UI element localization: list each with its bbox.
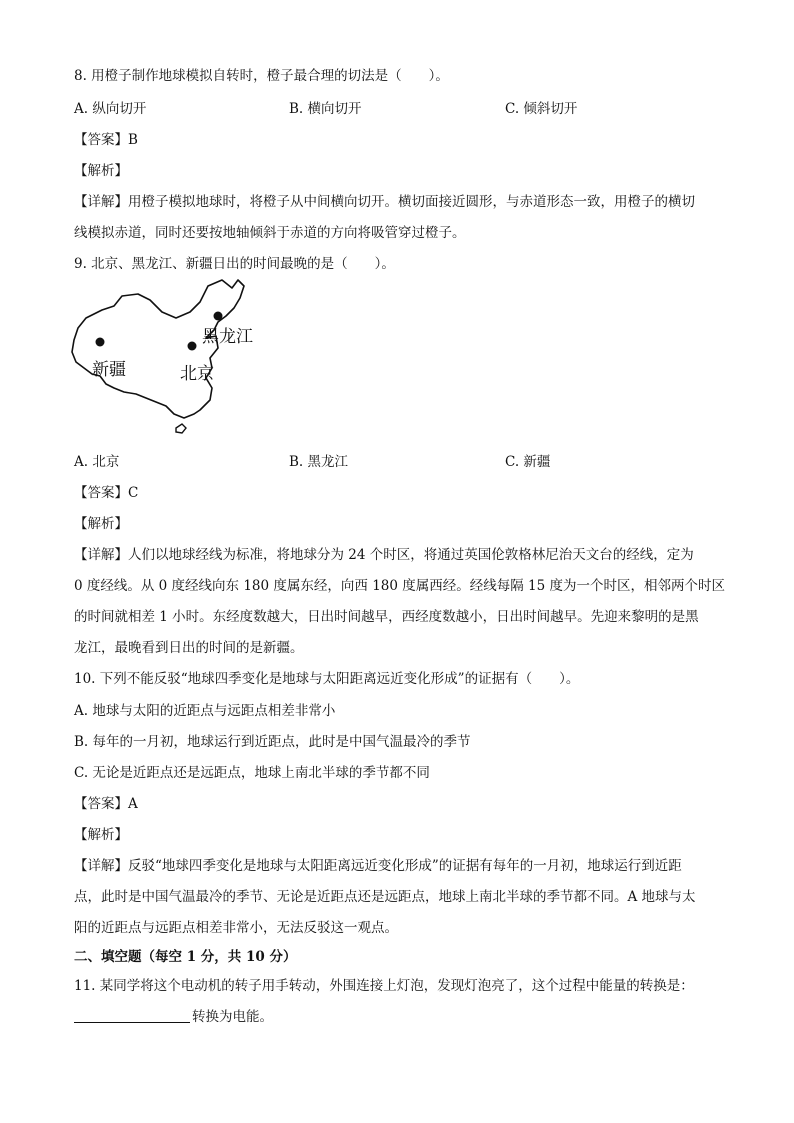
q8-detail-line: 线模拟赤道，同时还要按地轴倾斜于赤道的方向将吸管穿过橙子。 bbox=[74, 225, 466, 241]
q8-answer: 【答案】B bbox=[74, 132, 138, 148]
map-label-beijing: 北京 bbox=[180, 364, 214, 384]
hainan-island bbox=[176, 424, 186, 433]
q10-detail-line: 点，此时是中国气温最冷的季节、无论是近距点还是远距点，地球上南北半球的季节都不同。A 地球与太 bbox=[74, 889, 696, 905]
q8-detail-line: 【详解】用橙子模拟地球时，将橙子从中间横向切开。横切面接近圆形，与赤道形态一致，用橙子的横切 bbox=[74, 194, 695, 210]
q9-option-b: B. 黑龙江 bbox=[289, 454, 349, 470]
q8-option-b: B. 横向切开 bbox=[289, 101, 362, 117]
q10-option-a: A. 地球与太阳的近距点与远距点相差非常小 bbox=[74, 703, 336, 719]
q8-option-a: A. 纵向切开 bbox=[74, 101, 147, 117]
q9-answer: 【答案】C bbox=[74, 485, 139, 501]
q9-detail-line: 龙江，最晚看到日出的时间的是新疆。 bbox=[74, 640, 304, 656]
beijing-dot bbox=[188, 342, 197, 351]
q9-detail-line: 0 度经线。从 0 度经线向东 180 度属东经，向西 180 度属西经。经线每隔 15 度为一个时区，相邻两个时区 bbox=[74, 578, 726, 594]
answer-blank[interactable] bbox=[74, 1008, 190, 1023]
xinjiang-dot bbox=[96, 338, 105, 347]
q10-answer: 【答案】A bbox=[74, 796, 138, 812]
q10-option-c: C. 无论是近距点还是远距点，地球上南北半球的季节都不同 bbox=[74, 765, 430, 781]
q9-detail-line: 的时间就相差 1 小时。东经度数越大，日出时间越早，西经度数越小，日出时间越早。先迎来黎明的是黑 bbox=[74, 609, 699, 625]
q11-suffix: 转换为电能。 bbox=[192, 1009, 273, 1025]
q10-detail-line: 【详解】反驳“地球四季变化是地球与太阳距离远近变化形成”的证据有每年的一月初，地球运行到近距 bbox=[74, 858, 682, 874]
q9-detail-line: 【详解】人们以地球经线为标准，将地球分为 24 个时区，将通过英国伦敦格林尼治天文台的经线，定为 bbox=[74, 547, 694, 563]
q9-analysis-label: 【解析】 bbox=[74, 516, 128, 532]
section-title: 二、填空题（每空 1 分，共 10 分） bbox=[74, 949, 297, 965]
q10-analysis-label: 【解析】 bbox=[74, 827, 128, 843]
q10-question: 10. 下列不能反驳“地球四季变化是地球与太阳距离远近变化形成”的证据有（ ）。 bbox=[74, 671, 580, 687]
q10-detail-line: 阳的近距点与远距点相差非常小，无法反驳这一观点。 bbox=[74, 920, 398, 936]
heilongjiang-dot bbox=[214, 312, 223, 321]
q9-question: 9. 北京、黑龙江、新疆日出的时间最晚的是（ ）。 bbox=[74, 256, 395, 272]
china-outline bbox=[72, 280, 244, 418]
q11-answer-line bbox=[74, 1008, 273, 1026]
map-label-heilongjiang: 黑龙江 bbox=[202, 327, 253, 347]
q8-analysis-label: 【解析】 bbox=[74, 163, 128, 179]
q8-option-c: C. 倾斜切开 bbox=[505, 101, 578, 117]
map-label-xinjiang: 新疆 bbox=[92, 360, 126, 380]
q9-option-c: C. 新疆 bbox=[505, 454, 551, 470]
q8-question: 8. 用橙子制作地球模拟自转时，橙子最合理的切法是（ ）。 bbox=[74, 68, 449, 84]
q11-question: 11. 某同学将这个电动机的转子用手转动，外围连接上灯泡，发现灯泡亮了，这个过程中能量的转换是： bbox=[74, 978, 694, 994]
q9-option-a: A. 北京 bbox=[74, 454, 120, 470]
q10-option-b: B. 每年的一月初，地球运行到近距点，此时是中国气温最冷的季节 bbox=[74, 734, 471, 750]
china-map bbox=[66, 276, 274, 444]
